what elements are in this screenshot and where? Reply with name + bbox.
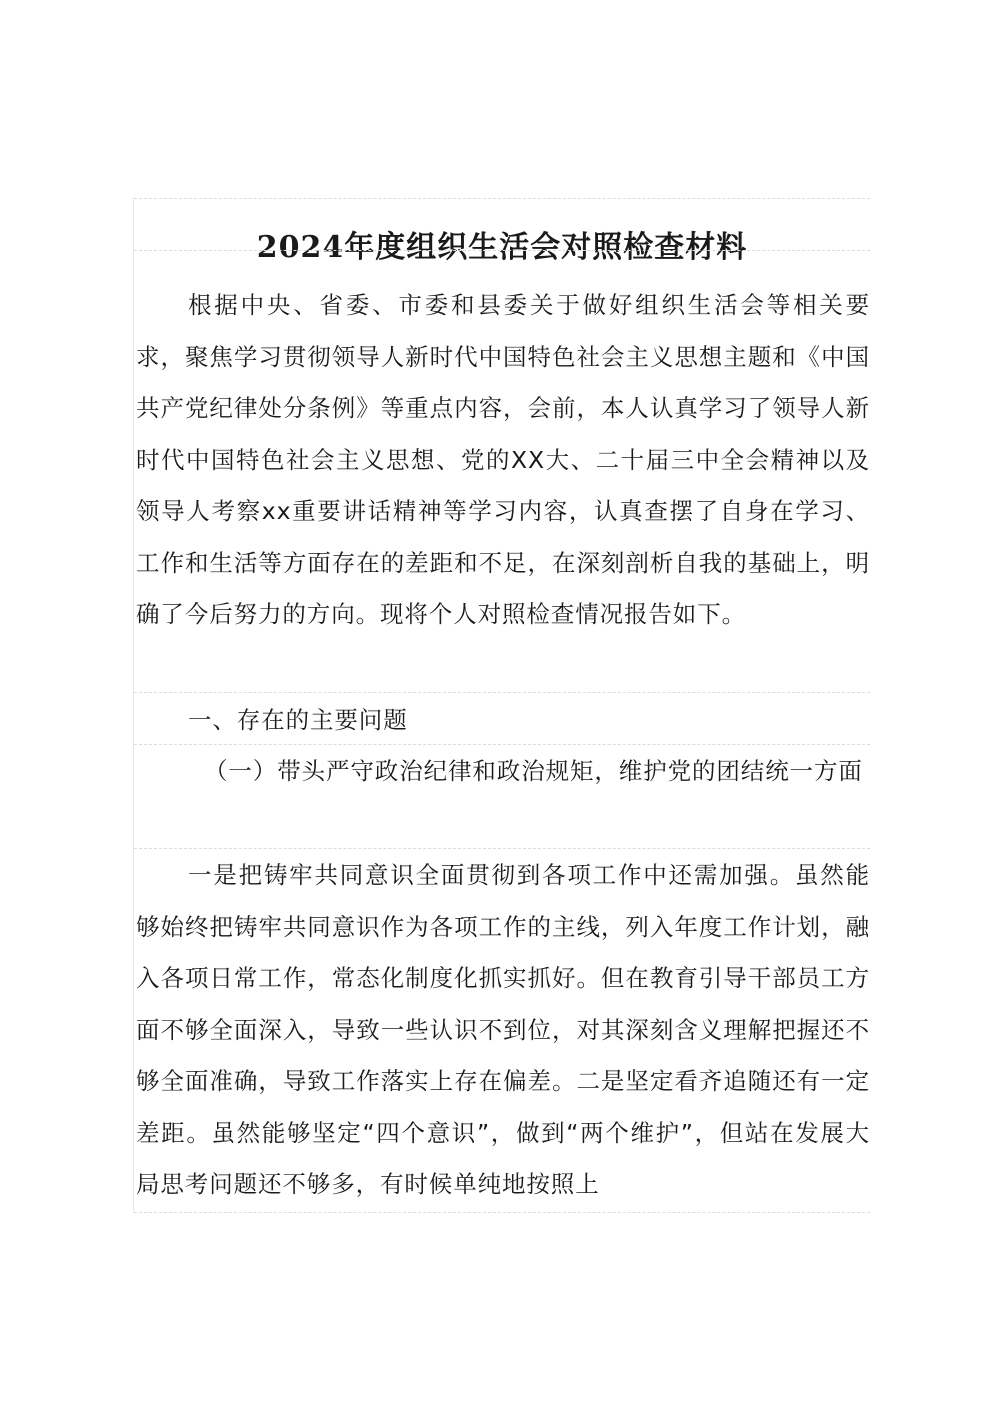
divider [134, 848, 870, 849]
section-heading: 一、存在的主要问题 [188, 706, 408, 734]
document-page [133, 198, 870, 1213]
document-title: 2024年度组织生活会对照检查材料 [256, 230, 748, 266]
divider [134, 692, 870, 693]
intro-paragraph: 根据中央、省委、市委和县委关于做好组织生活会等相关要求，聚焦学习贯彻领导人新时代中国特色社会主义思想主题和《中国共产党纪律处分条例》等重点内容，会前，本人认真学习了领导人新时代中国特色社会主义思想、党的XX大、二十届三中全会精神以及领导人考察xx重要讲话精神等学习内容，认真查摆了自身在学习、工作和生活等方面存在的差距和不足，在深刻剖析自我的基础上，明确了今后努力的方向。现将个人对照检查情况报告如下。 [136, 291, 870, 628]
divider [134, 250, 870, 251]
divider [134, 744, 870, 745]
divider [134, 198, 870, 199]
body-paragraph: 一是把铸牢共同意识全面贯彻到各项工作中还需加强。虽然能够始终把铸牢共同意识作为各项工作的主线，列入年度工作计划，融入各项日常工作，常态化制度化抓实抓好。但在教育引导干部员工方面不够全面深入，导致一些认识不到位，对其深刻含义理解把握还不够全面准确，导致工作落实上存在偏差。二是坚定看齐追随还有一定差距。虽然能够坚定“四个意识”，做到“两个维护”，但站在发展大局思考问题还不够多，有时候单纯地按照上 [136, 861, 870, 1198]
divider [134, 1212, 870, 1213]
subsection-heading: （一）带头严守政治纪律和政治规矩，维护党的团结统一方面 [204, 757, 863, 785]
